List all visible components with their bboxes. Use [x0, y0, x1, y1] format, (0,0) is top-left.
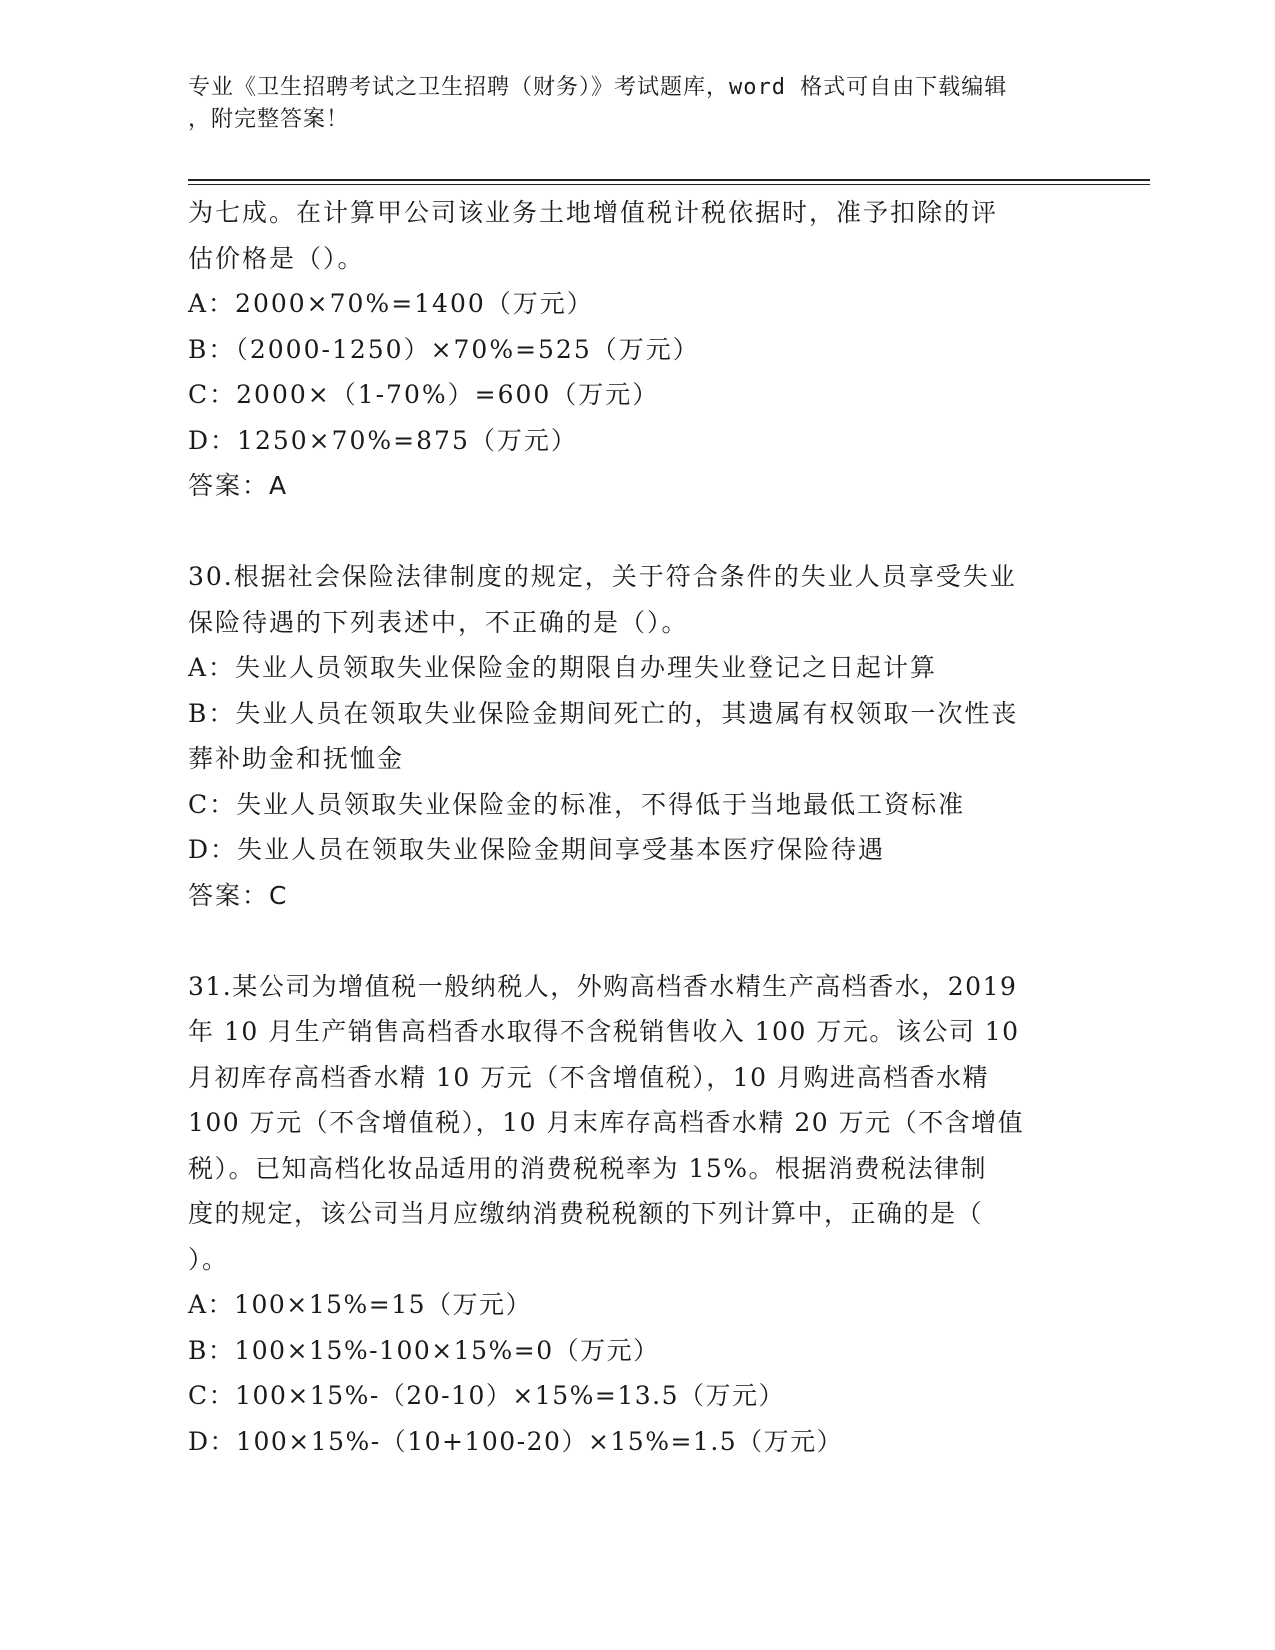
question-text-line: 月初库存高档香水精 10 万元（不含增值税），10 月购进高档香水精	[188, 1062, 989, 1092]
question-30	[188, 554, 1088, 918]
header-line-2: ，附完整答案！	[188, 107, 350, 132]
header-divider-thick	[188, 179, 1150, 181]
header-line-1: 专业《卫生招聘考试之卫生招聘（财务）》考试题库，word 格式可自由下载编辑	[188, 75, 1008, 100]
question-text-line: 估价格是（）。	[188, 243, 365, 273]
spacer	[188, 509, 1088, 555]
question-text-line: 年 10 月生产销售高档香水取得不含税销售收入 100 万元。该公司 10	[188, 1017, 1020, 1046]
question-text-line: 为七成。在计算甲公司该业务土地增值税计税依据时，准予扣除的评	[188, 198, 999, 227]
question-text-line: 保险待遇的下列表述中，不正确的是（）。	[188, 607, 689, 637]
document-body	[188, 190, 1088, 1464]
question-text-line: ）。	[188, 1244, 229, 1274]
answer-line: 答案：C	[188, 880, 289, 910]
question-31	[188, 964, 1088, 1465]
question-text-line: 税）。已知高档化妆品适用的消费税税率为 15%。根据消费税法律制	[188, 1153, 988, 1183]
spacer	[188, 918, 1088, 964]
header-divider-thin	[188, 184, 1150, 185]
question-text-line: 31.某公司为增值税一般纳税人，外购高档香水精生产高档香水，2019	[188, 971, 1018, 1001]
option-c: C：2000×（1-70%）=600（万元）	[188, 380, 660, 409]
option-d: D：失业人员在领取失业保险金期间享受基本医疗保险待遇	[188, 835, 886, 864]
option-d: D：100×15%-（10+100-20）×15%=1.5（万元）	[188, 1426, 844, 1456]
option-d: D：1250×70%=875（万元）	[188, 425, 578, 455]
option-c: C：100×15%-（20-10）×15%=13.5（万元）	[188, 1381, 786, 1410]
question-text-line: 度的规定，该公司当月应缴纳消费税税额的下列计算中，正确的是（	[188, 1199, 984, 1228]
option-b-continued: 葬补助金和抚恤金	[188, 744, 405, 773]
option-b: B：失业人员在领取失业保险金期间死亡的，其遗属有权领取一次性丧	[188, 698, 1019, 728]
option-a: A：失业人员领取失业保险金的期限自办理失业登记之日起计算	[188, 653, 938, 682]
answer-line: 答案：A	[188, 471, 289, 500]
option-c: C：失业人员领取失业保险金的标准，不得低于当地最低工资标准	[188, 789, 966, 819]
option-b: B：（2000-1250）×70%=525（万元）	[188, 334, 700, 364]
option-a: A：2000×70%=1400（万元）	[188, 289, 594, 318]
option-b: B：100×15%-100×15%=0（万元）	[188, 1335, 660, 1365]
question-text-line: 30.根据社会保险法律制度的规定，关于符合条件的失业人员享受失业	[188, 562, 1017, 591]
question-text-line: 100 万元（不含增值税），10 月末库存高档香水精 20 万元（不含增值	[188, 1108, 1025, 1137]
page-header	[188, 72, 1088, 136]
question-29	[188, 190, 1088, 509]
option-a: A：100×15%=15（万元）	[188, 1290, 533, 1319]
